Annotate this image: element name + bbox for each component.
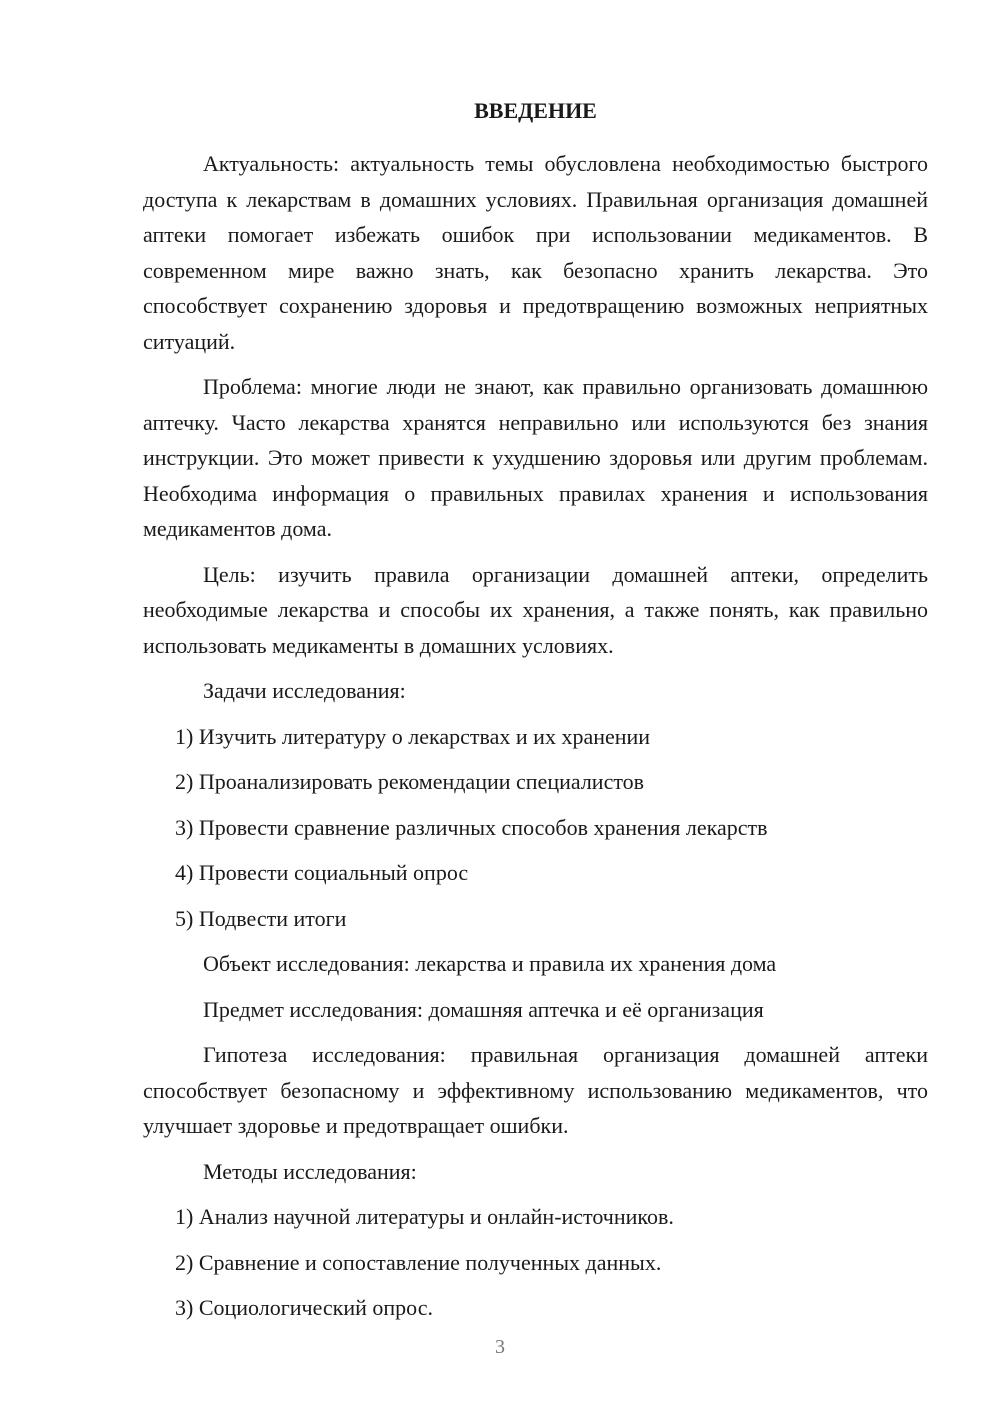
method-item: 2) Сравнение и сопоставление полученных данных.: [175, 1249, 662, 1275]
task-item: 5) Подвести итоги: [175, 905, 347, 931]
problem-paragraph: Проблема: многие люди не знают, как правильно организовать домашнюю аптечку. Часто лекарства хранятся неправильно или используются без знания инструкции. Это может привести к ухудшению здоровья или другим проблемам. Необходима информация о правильных правилах хранения и использования медикаментов дома.: [143, 374, 928, 541]
goal-paragraph: Цель: изучить правила организации домашней аптеки, определить необходимые лекарства и способы их хранения, а также понять, как правильно использовать медикаменты в домашних условиях.: [143, 561, 928, 658]
document-page: [143, 96, 928, 1336]
tasks-heading: Задачи исследования:: [203, 678, 406, 703]
object-line: Объект исследования: лекарства и правила их хранения дома: [203, 951, 777, 976]
method-item: 3) Социологический опрос.: [175, 1295, 433, 1320]
task-item: 1) Изучить литературу о лекарствах и их хранении: [175, 723, 651, 749]
task-item: 3) Провести сравнение различных способов хранения лекарств: [175, 814, 768, 840]
task-item: 2) Проанализировать рекомендации специалистов: [175, 769, 645, 794]
hypothesis-paragraph: Гипотеза исследования: правильная организация домашней аптеки способствует безопасному и эффективному использованию медикаментов, что улучшает здоровье и предотвращает ошибки.: [143, 1042, 928, 1138]
relevance-paragraph: Актуальность: актуальность темы обусловлена необходимостью быстрого доступа к лекарствам в домашних условиях. Правильная организация домашней аптеки помогает избежать ошибок при использовании медикаментов. В современном мире важно знать, как безопасно хранить лекарства. Это способствует сохранению здоровья и предотвращению возможных неприятных ситуаций.: [143, 151, 928, 354]
section-title: ВВЕДЕНИЕ: [474, 98, 597, 123]
subject-line: Предмет исследования: домашняя аптечка и её организация: [203, 996, 764, 1022]
method-item: 1) Анализ научной литературы и онлайн-источников.: [175, 1204, 674, 1229]
methods-heading: Методы исследования:: [203, 1158, 417, 1184]
page-number: 3: [495, 1336, 505, 1358]
task-item: 4) Провести социальный опрос: [175, 860, 469, 885]
